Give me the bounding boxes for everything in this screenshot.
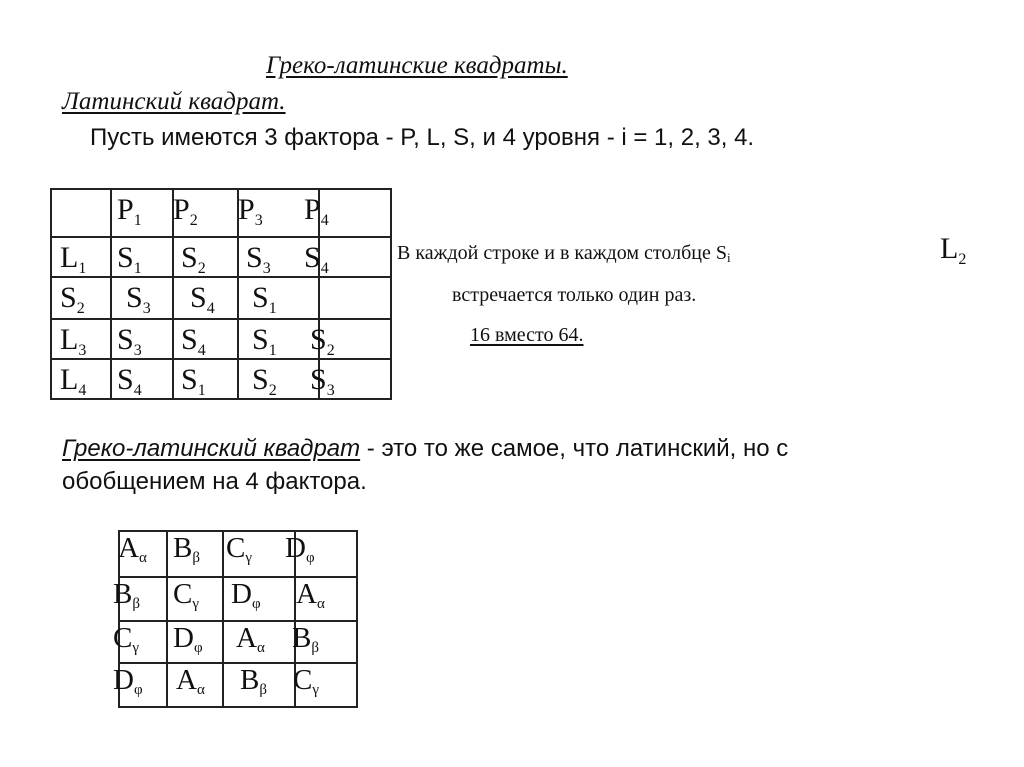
latin-square-symbol: S — [310, 363, 327, 396]
greco-latin-cell — [113, 664, 143, 698]
greco-latin-index: α — [138, 550, 147, 566]
latin-square-index: 4 — [78, 382, 87, 399]
latin-square-symbol: S — [246, 241, 263, 274]
latin-square-cell — [181, 363, 206, 399]
greco-latin-cell — [226, 532, 252, 566]
latin-square-cell — [304, 193, 329, 229]
latin-square-index: 1 — [197, 382, 206, 399]
latin-square-symbol: S — [117, 363, 134, 396]
page-title: Греко-латинские квадраты. — [266, 52, 568, 79]
greco-latin-cell — [173, 532, 200, 566]
greco-latin-symbol: D — [285, 532, 306, 564]
latin-square-hline — [50, 358, 392, 360]
latin-square-hline — [50, 236, 392, 238]
intro-text: Пусть имеются 3 фактора - P, L, S, и 4 уровня - i = 1, 2, 3, 4. — [90, 124, 755, 151]
latin-square-symbol: S — [252, 323, 269, 356]
latin-square-heading: Латинский квадрат. — [62, 88, 286, 115]
greco-latin-index: α — [316, 596, 325, 612]
greco-latin-symbol: B — [292, 622, 312, 654]
latin-square-index: 2 — [326, 342, 335, 359]
greco-latin-symbol: C — [293, 664, 313, 696]
greco-latin-symbol: A — [296, 578, 317, 610]
greco-latin-symbol: D — [231, 578, 252, 610]
latin-square-index: 4 — [206, 300, 215, 317]
latin-square-symbol: S — [60, 281, 77, 314]
latin-square-cell — [117, 241, 142, 277]
greco-latin-vline — [222, 530, 224, 708]
greco-latin-symbol: D — [173, 622, 194, 654]
latin-square-cell — [310, 363, 335, 399]
greco-latin-cell — [113, 622, 139, 656]
latin-square-cell — [238, 193, 263, 229]
latin-square-index: 3 — [326, 382, 335, 399]
latin-square-vline — [50, 188, 52, 400]
greco-latin-table — [113, 530, 356, 706]
greco-latin-index: γ — [245, 550, 252, 566]
latin-square-cell — [181, 241, 206, 277]
latin-square-table — [50, 188, 390, 398]
latin-square-index: 1 — [133, 260, 142, 277]
greco-latin-index: φ — [251, 596, 261, 612]
latin-square-symbol: S — [181, 363, 198, 396]
latin-square-cell — [126, 281, 151, 317]
latin-square-hline — [50, 276, 392, 278]
latin-square-cell — [252, 323, 277, 359]
latin-square-symbol: L — [60, 241, 79, 274]
latin-square-symbol: P — [304, 193, 321, 226]
greco-latin-index: β — [132, 596, 140, 612]
greco-latin-symbol: B — [173, 532, 193, 564]
greco-latin-cell — [292, 622, 319, 656]
latin-square-symbol: S — [117, 323, 134, 356]
latin-square-symbol: P — [117, 193, 134, 226]
latin-square-cell — [310, 323, 335, 359]
latin-square-cell — [60, 323, 87, 359]
greco-latin-cell — [173, 578, 199, 612]
greco-latin-cell — [231, 578, 261, 612]
side-label-sub: 2 — [958, 251, 967, 268]
greco-latin-rest: - это то же самое, что латинский, но с — [360, 435, 789, 462]
latin-square-cell — [304, 241, 329, 277]
greco-latin-cell — [236, 622, 265, 656]
greco-latin-symbol: D — [113, 664, 134, 696]
latin-square-vline — [110, 188, 112, 400]
greco-latin-cell — [113, 578, 140, 612]
latin-square-hline — [50, 398, 392, 400]
latin-square-symbol: L — [60, 363, 79, 396]
latin-square-symbol: S — [252, 281, 269, 314]
latin-square-cell — [60, 241, 87, 277]
latin-square-symbol: P — [238, 193, 255, 226]
latin-square-index: 1 — [268, 342, 277, 359]
greco-latin-index: γ — [132, 640, 139, 656]
greco-latin-index: φ — [133, 682, 143, 698]
latin-square-symbol: S — [304, 241, 321, 274]
greco-latin-symbol: B — [113, 578, 133, 610]
latin-square-index: 1 — [268, 300, 277, 317]
latin-square-cell — [252, 281, 277, 317]
side-label-text: L — [940, 232, 959, 265]
latin-square-symbol: S — [310, 323, 327, 356]
latin-square-cell — [117, 363, 142, 399]
greco-latin-symbol: C — [173, 578, 193, 610]
greco-latin-index: β — [259, 682, 267, 698]
latin-square-hline — [50, 318, 392, 320]
greco-latin-index: β — [192, 550, 200, 566]
latin-square-index: 1 — [78, 260, 87, 277]
greco-latin-symbol: A — [236, 622, 257, 654]
greco-latin-index: α — [196, 682, 205, 698]
greco-latin-line-2: обобщением на 4 фактора. — [62, 468, 367, 495]
latin-square-index: 4 — [197, 342, 206, 359]
latin-square-cell — [60, 281, 85, 317]
note-line-3: 16 вместо 64. — [470, 324, 584, 346]
greco-latin-index: α — [256, 640, 265, 656]
greco-latin-hline — [118, 662, 358, 664]
latin-square-cell — [117, 193, 142, 229]
greco-latin-index: φ — [193, 640, 203, 656]
greco-latin-cell — [118, 532, 147, 566]
latin-square-cell — [252, 363, 277, 399]
latin-square-cell — [181, 323, 206, 359]
greco-latin-hline — [118, 706, 358, 708]
greco-latin-symbol: C — [226, 532, 246, 564]
greco-latin-vline — [356, 530, 358, 708]
greco-latin-index: φ — [305, 550, 315, 566]
latin-square-cell — [190, 281, 215, 317]
side-label — [940, 232, 966, 266]
greco-latin-index: γ — [192, 596, 199, 612]
latin-square-index: 3 — [78, 342, 87, 359]
latin-square-index: 3 — [133, 342, 142, 359]
latin-square-symbol: S — [181, 241, 198, 274]
latin-square-index: 4 — [133, 382, 142, 399]
latin-square-cell — [117, 323, 142, 359]
latin-square-symbol: S — [126, 281, 143, 314]
latin-square-hline — [50, 188, 392, 190]
latin-square-index: 3 — [142, 300, 151, 317]
greco-latin-symbol: A — [118, 532, 139, 564]
latin-square-cell — [246, 241, 271, 277]
note-line-1-text: В каждой строке и в каждом столбце S — [397, 242, 727, 264]
greco-latin-cell — [240, 664, 267, 698]
greco-latin-symbol: A — [176, 664, 197, 696]
latin-square-cell — [173, 193, 198, 229]
latin-square-index: 2 — [76, 300, 85, 317]
latin-square-index: 2 — [189, 212, 198, 229]
latin-square-index: 3 — [262, 260, 271, 277]
greco-latin-cell — [293, 664, 319, 698]
greco-latin-symbol: C — [113, 622, 133, 654]
greco-latin-term: Греко-латинский квадрат — [62, 435, 361, 462]
greco-latin-index: γ — [312, 682, 319, 698]
latin-square-symbol: P — [173, 193, 190, 226]
latin-square-symbol: S — [117, 241, 134, 274]
greco-latin-cell — [296, 578, 325, 612]
latin-square-symbol: S — [190, 281, 207, 314]
note-line-1 — [397, 242, 731, 265]
latin-square-index: 1 — [133, 212, 142, 229]
greco-latin-cell — [285, 532, 315, 566]
greco-latin-symbol: B — [240, 664, 260, 696]
latin-square-symbol: L — [60, 323, 79, 356]
latin-square-index: 3 — [254, 212, 263, 229]
latin-square-symbol: S — [252, 363, 269, 396]
greco-latin-vline — [166, 530, 168, 708]
latin-square-cell — [60, 363, 87, 399]
note-line-1-sub: i — [726, 250, 731, 265]
latin-square-vline — [390, 188, 392, 400]
greco-latin-index: β — [311, 640, 319, 656]
greco-latin-cell — [173, 622, 203, 656]
latin-square-index: 4 — [320, 212, 329, 229]
latin-square-index: 2 — [268, 382, 277, 399]
greco-latin-cell — [176, 664, 205, 698]
greco-latin-paragraph — [62, 432, 788, 498]
latin-square-index: 4 — [320, 260, 329, 277]
latin-square-index: 2 — [197, 260, 206, 277]
latin-square-symbol: S — [181, 323, 198, 356]
note-line-2: встречается только один раз. — [452, 284, 697, 306]
